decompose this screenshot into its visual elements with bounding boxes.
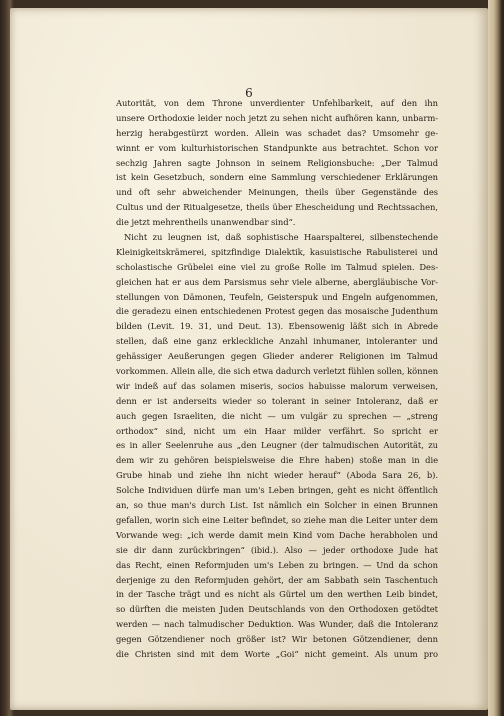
text-line: herzig herabgestürzt worden. Allein was schadet das? Umsomehr ge- — [116, 127, 438, 138]
text-line: werden — nach talmudischer Deduktion. Was Wunder, daß die Intoleranz — [116, 619, 438, 630]
text-line: wir indeß auf das solamen miseris, socios habuisse malorum verweisen, — [116, 380, 438, 391]
text-line: Cultus und der Ritualgesetze, theils über Ehescheidung und Rechtssachen, — [116, 202, 438, 213]
text-line: dem wir zu gehören beispielsweise die Ehre haben) stoße man in die — [116, 455, 438, 466]
text-line: gefallen, worin sich eine Leiter befindet, so ziehe man die Leiter unter dem — [116, 514, 438, 525]
text-line: die geradezu einen entschiedenen Protest gegen das mosaische Judenthum — [116, 306, 438, 317]
text-line: stellungen von Dämonen, Teufeln, Geisterspuk und Engeln aufgenommen, — [116, 291, 438, 302]
body-text — [116, 96, 438, 662]
text-line: die Christen sind mit dem Worte „Goi“ nicht gemeint. Als unum pro — [116, 648, 438, 659]
text-line: Nicht zu leugnen ist, daß sophistische Haarspalterei, silbenstechende — [124, 232, 438, 243]
text-line: und oft sehr abweichender Meinungen, theils über Gegenstände des — [116, 187, 438, 198]
text-line: unsere Orthodoxie leider noch jetzt zu sehen nicht aufhören kann, unbarm- — [116, 112, 438, 123]
text-line: in der Tasche trägt und es nicht als Gürtel um den werthen Leib bindet, — [116, 589, 438, 600]
page-edge — [488, 0, 504, 716]
text-line: denn er ist anderseits wieder so tolerant in seiner Intoleranz, daß er — [116, 395, 438, 406]
text-line: so dürften die meisten Juden Deutschlands von den Orthodoxen getödtet — [116, 604, 438, 615]
text-line: Autorität, von dem Throne unverdienter Unfehlbarkeit, auf den ihn — [116, 98, 438, 108]
text-line: ist kein Gesetzbuch, sondern eine Sammlung verschiedener Erklärungen — [116, 172, 438, 183]
text-line: die jetzt mehrentheils unanwendbar sind“. — [116, 217, 296, 228]
text-line: Solche Individuen dürfe man um's Leben bringen, geht es nicht öffentlich — [116, 485, 438, 496]
text-line: stellen, daß eine ganz erkleckliche Anzahl inhumaner, intoleranter und — [116, 336, 438, 347]
text-line: an, so thue man's durch List. Ist nämlich ein Solcher in einen Brunnen — [116, 500, 438, 511]
text-line: winnt er vom kulturhistorischen Standpunkte aus betrachtet. Schon vor — [116, 142, 438, 153]
text-line: es in aller Seelenruhe aus „den Leugner (der talmudischen Autorität, zu — [116, 440, 438, 451]
text-line: gegen Götzendiener noch größer ist? Wir betonen Götzendiener, denn — [116, 634, 438, 645]
text-line: gleichen hat er aus dem Parsismus sehr viele alberne, abergläubische Vor- — [116, 276, 438, 287]
book-page — [10, 8, 488, 710]
text-line: Grube hinab und ziehe ihn nicht wieder herauf“ (Aboda Sara 26, b). — [116, 470, 438, 481]
text-line: sie dir dann zurückbringen“ (ibid.). Also — jeder orthodoxe Jude hat — [116, 544, 438, 555]
text-line: Kleinigkeitskrämerei, spitzfindige Dialektik, kasuistische Rabulisterei und — [116, 246, 438, 257]
text-line: auch gegen Israeliten, die nicht — um vulgär zu sprechen — „streng — [116, 410, 438, 421]
text-line: das Recht, einen Reformjuden um's Leben zu bringen. — Und da schon — [116, 559, 438, 570]
text-line: bilden (Levit. 19. 31, und Deut. 13). Ebensowenig läßt sich in Abrede — [116, 321, 438, 332]
text-line: vorkommen. Allein alle, die sich etwa dadurch verletzt fühlen sollen, können — [116, 366, 438, 377]
page-number: 6 — [245, 86, 253, 100]
text-line: scholastische Grübelei eine viel zu große Rolle im Talmud spielen. Des- — [116, 261, 438, 272]
text-line: Vorwande weg: „ich werde damit mein Kind vom Dache herabholen und — [116, 529, 438, 540]
text-line: orthodox“ sind, nicht um ein Haar milder verfährt. So spricht er — [116, 425, 438, 436]
text-line: derjenige zu den Reformjuden gehört, der am Sabbath sein Taschentuch — [116, 574, 438, 585]
text-line: gehässiger Aeußerungen gegen Glieder anderer Religionen im Talmud — [116, 351, 438, 362]
text-line: sechzig Jahren sagte Johnson in seinem Religionsbuche: „Der Talmud — [116, 157, 438, 168]
